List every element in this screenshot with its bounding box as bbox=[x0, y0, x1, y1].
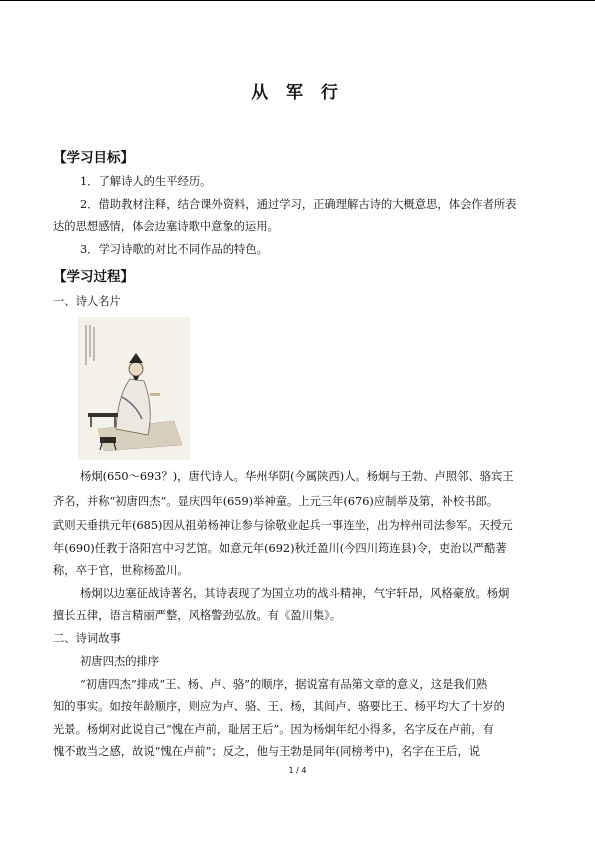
page-number: 1 / 4 bbox=[288, 766, 307, 775]
poet-portrait-icon bbox=[78, 317, 190, 460]
story-line-1: “初唐四杰”排成“王、杨、卢、骆”的顺序，据说富有品第文章的意义，这是我们熟 bbox=[80, 678, 488, 691]
part1-heading: 一、诗人名片 bbox=[53, 295, 121, 308]
process-heading: 【学习过程】 bbox=[53, 269, 134, 285]
bio-line-7: 擅长五律，语言精丽严整，风格警劲弘放。有《盈川集》。 bbox=[53, 609, 342, 622]
top-border-line bbox=[0, 0, 595, 1]
goal-item-2: 2．借助教材注释，结合课外资料，通过学习，正确理解古诗的大概意思，体会作者所表 bbox=[80, 198, 517, 211]
page-title: 从 军 行 bbox=[251, 83, 344, 103]
bio-line-4: 年(690)任教于洛阳宫中习艺馆。如意元年(692)秋迁盈川(今四川筠连县)令，吏治以严酷著 bbox=[53, 542, 507, 555]
story-line-4: 愧不敢当之感，故说“愧在卢前”；反之，他与王勃是同年(同榜考中)，名字在王后，说 bbox=[53, 745, 481, 758]
bio-line-2: 齐名，并称“初唐四杰”。显庆四年(659)举神童。上元三年(676)应制举及第，补校书郎。 bbox=[53, 495, 499, 508]
bio-line-1: 杨炯(650～693？)，唐代诗人。华州华阴(今属陕西)人。杨炯与王勃、卢照邻、骆宾王 bbox=[80, 470, 514, 483]
story-line-2: 知的事实。如按年龄顺序，则应为卢、骆、王、杨，其间卢、骆要比王、杨平均大了十岁的 bbox=[53, 700, 505, 713]
goal-item-1: 1．了解诗人的生平经历。 bbox=[80, 175, 212, 188]
bio-line-5: 称，卒于官，世称杨盈川。 bbox=[53, 564, 189, 577]
story-title: 初唐四杰的排序 bbox=[80, 655, 160, 668]
goal-item-2-continued: 达的思想感情，体会边塞诗歌中意象的运用。 bbox=[53, 220, 279, 233]
goals-heading: 【学习目标】 bbox=[53, 150, 134, 166]
story-line-3: 光景。杨炯对此说自己“愧在卢前，耻居王后”。因为杨炯年纪小得多，名字反在卢前，有 bbox=[53, 723, 494, 736]
bio-line-3: 武则天垂拱元年(685)因从祖弟杨神让参与徐敬业起兵一事连坐，出为梓州司法参军。天授元 bbox=[53, 519, 513, 532]
bio-line-6: 杨炯以边塞征战诗著名，其诗表现了为国立功的战斗精神，气宇轩昂，风格豪放。杨炯 bbox=[80, 587, 510, 600]
goal-item-3: 3．学习诗歌的对比不同作品的特色。 bbox=[80, 243, 268, 256]
part2-heading: 二、诗词故事 bbox=[53, 632, 121, 645]
